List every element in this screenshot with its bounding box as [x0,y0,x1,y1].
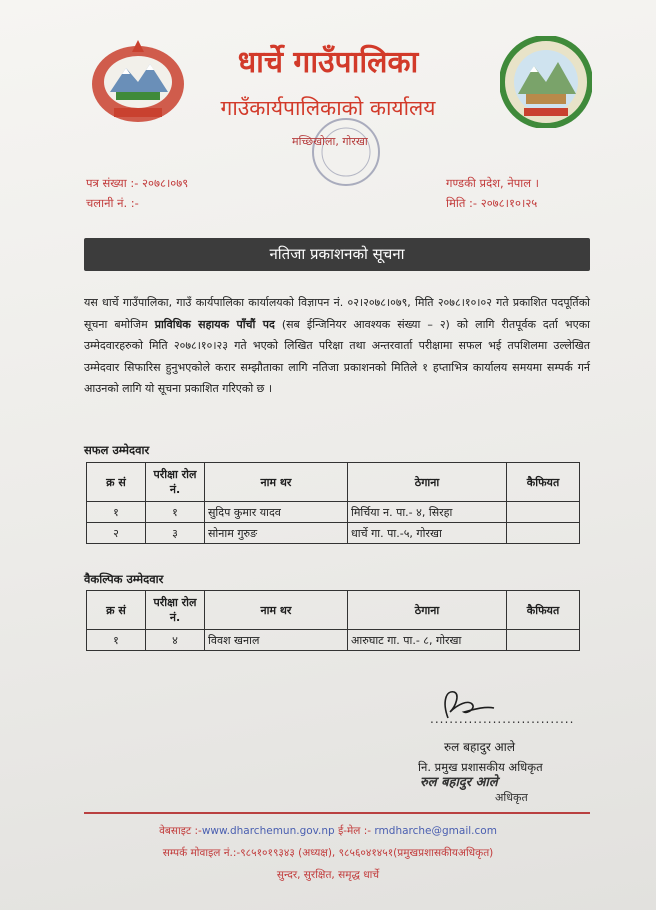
col-name-header: नाम थर [205,463,348,502]
office-subtitle: गाउँकार्यपालिकाको कार्यालय [220,96,436,120]
dispatch-number: चलानी नं. :- [86,196,139,210]
email-link[interactable]: rmdharche@gmail.com [374,825,497,837]
cell-serial: १ [87,630,146,651]
municipality-logo [500,36,592,128]
cell-name: सुदिप कुमार यादव [205,502,348,523]
page-title: धार्चे गाउँपालिका [237,45,419,80]
signature-line: .............................. [430,712,575,726]
table-header-row [87,463,580,502]
col-roll-header: परीक्षा रोल नं. [146,463,205,502]
col-address-header: ठेगाना [348,463,507,502]
email-label: ई-मेल :- [338,825,372,837]
name-stamp-title: अधिकृत [495,791,528,804]
col-name-header: नाम थर [205,591,348,630]
col-roll-header: परीक्षा रोल नं. [146,591,205,630]
alternate-candidates-label: वैकल्पिक उम्मेदवार [84,572,164,586]
successful-candidates-table [86,462,580,544]
alternate-candidates-table [86,590,580,651]
notice-body-part1: यस धार्चे गाउँपालिका, गाउँ कार्यपालिका कार्यालयको विज्ञापन नं. ०२।२०७८।०७९, मिति २०७८।१०।०२ गते प्रकाशित पदपूर्तिको सूचना बमोजिम [84,296,590,331]
cell-roll: ३ [146,523,205,544]
letter-date: मिति :- २०७८।१०।२५ [446,196,538,210]
cell-serial: १ [87,502,146,523]
cell-roll: १ [146,502,205,523]
office-stamp [282,118,400,190]
notice-post-name: प्राविधिक सहायक पाँचौं पद [154,317,275,331]
notice-heading: नतिजा प्रकाशनको सूचना [84,238,590,271]
table-row [87,502,580,523]
table-row [87,523,580,544]
signatory-name: रुल बहादुर आले [444,740,515,754]
notice-body [84,292,590,400]
cell-roll: ४ [146,630,205,651]
cell-serial: २ [87,523,146,544]
col-address-header: ठेगाना [348,591,507,630]
footer-phone: सम्पर्क मोवाइल नं.:-९८५१०१९३४३ (अध्यक्ष), ९८५६०४१४५१(प्रमुखप्रशासकीयअधिकृत) [162,847,494,859]
table-row [87,630,580,651]
col-remarks-header: कैफियत [507,463,580,502]
successful-candidates-label: सफल उम्मेदवार [84,443,150,457]
cell-remarks [507,502,580,523]
letter-number: पत्र संख्या :- २०७८।०७९ [86,176,189,190]
name-stamp: रुल बहादुर आले [420,775,498,790]
notice-body-part2: (सब ईन्जिनियर आवश्यक संख्या – २) को लागि रीतपूर्वक दर्ता भएका उम्मेदवारहरुको मिति २०७८।१०।२३ गते भएको लिखित परिक्षा तथा अन्तरवार्ता परीक्षामा सफल भई तपशिलमा उल्लेखित उम्मेदवार सिफारिस हुनुभएकोले करार सम्झौताका लागि नतिजा प्रकाशनको मितिले १ हप्ताभित्र कार्यालय समयमा सम्पर्क गर्न आउनको लागि यो सूचना प्रकाशित गरिएको छ । [84,317,590,395]
cell-name: सोनाम गुरुङ [205,523,348,544]
cell-address: मिर्चिया न. पा.- ४, सिरहा [348,502,507,523]
province-line: गण्डकी प्रदेश, नेपाल । [446,176,540,190]
cell-address: आरुघाट गा. पा.- ८, गोरखा [348,630,507,651]
col-serial-header: क्र सं [87,591,146,630]
stamp-text: मच्छिखोला, गोरखा [292,135,368,148]
cell-address: धार्चे गा. पा.-५, गोरखा [348,523,507,544]
footer-contacts [0,824,656,838]
website-label: वेबसाइट :- [159,825,202,837]
signatory-title: नि. प्रमुख प्रशासकीय अधिकृत [418,760,543,774]
col-serial-header: क्र सं [87,463,146,502]
website-link[interactable]: www.dharchemun.gov.np [201,825,335,837]
col-remarks-header: कैफियत [507,591,580,630]
footer-slogan: सुन्दर, सुरक्षित, समृद्ध धार्चे [276,869,380,881]
table-header-row [87,591,580,630]
cell-remarks [507,523,580,544]
footer-divider [84,812,590,814]
cell-remarks [507,630,580,651]
cell-name: विवश खनाल [205,630,348,651]
